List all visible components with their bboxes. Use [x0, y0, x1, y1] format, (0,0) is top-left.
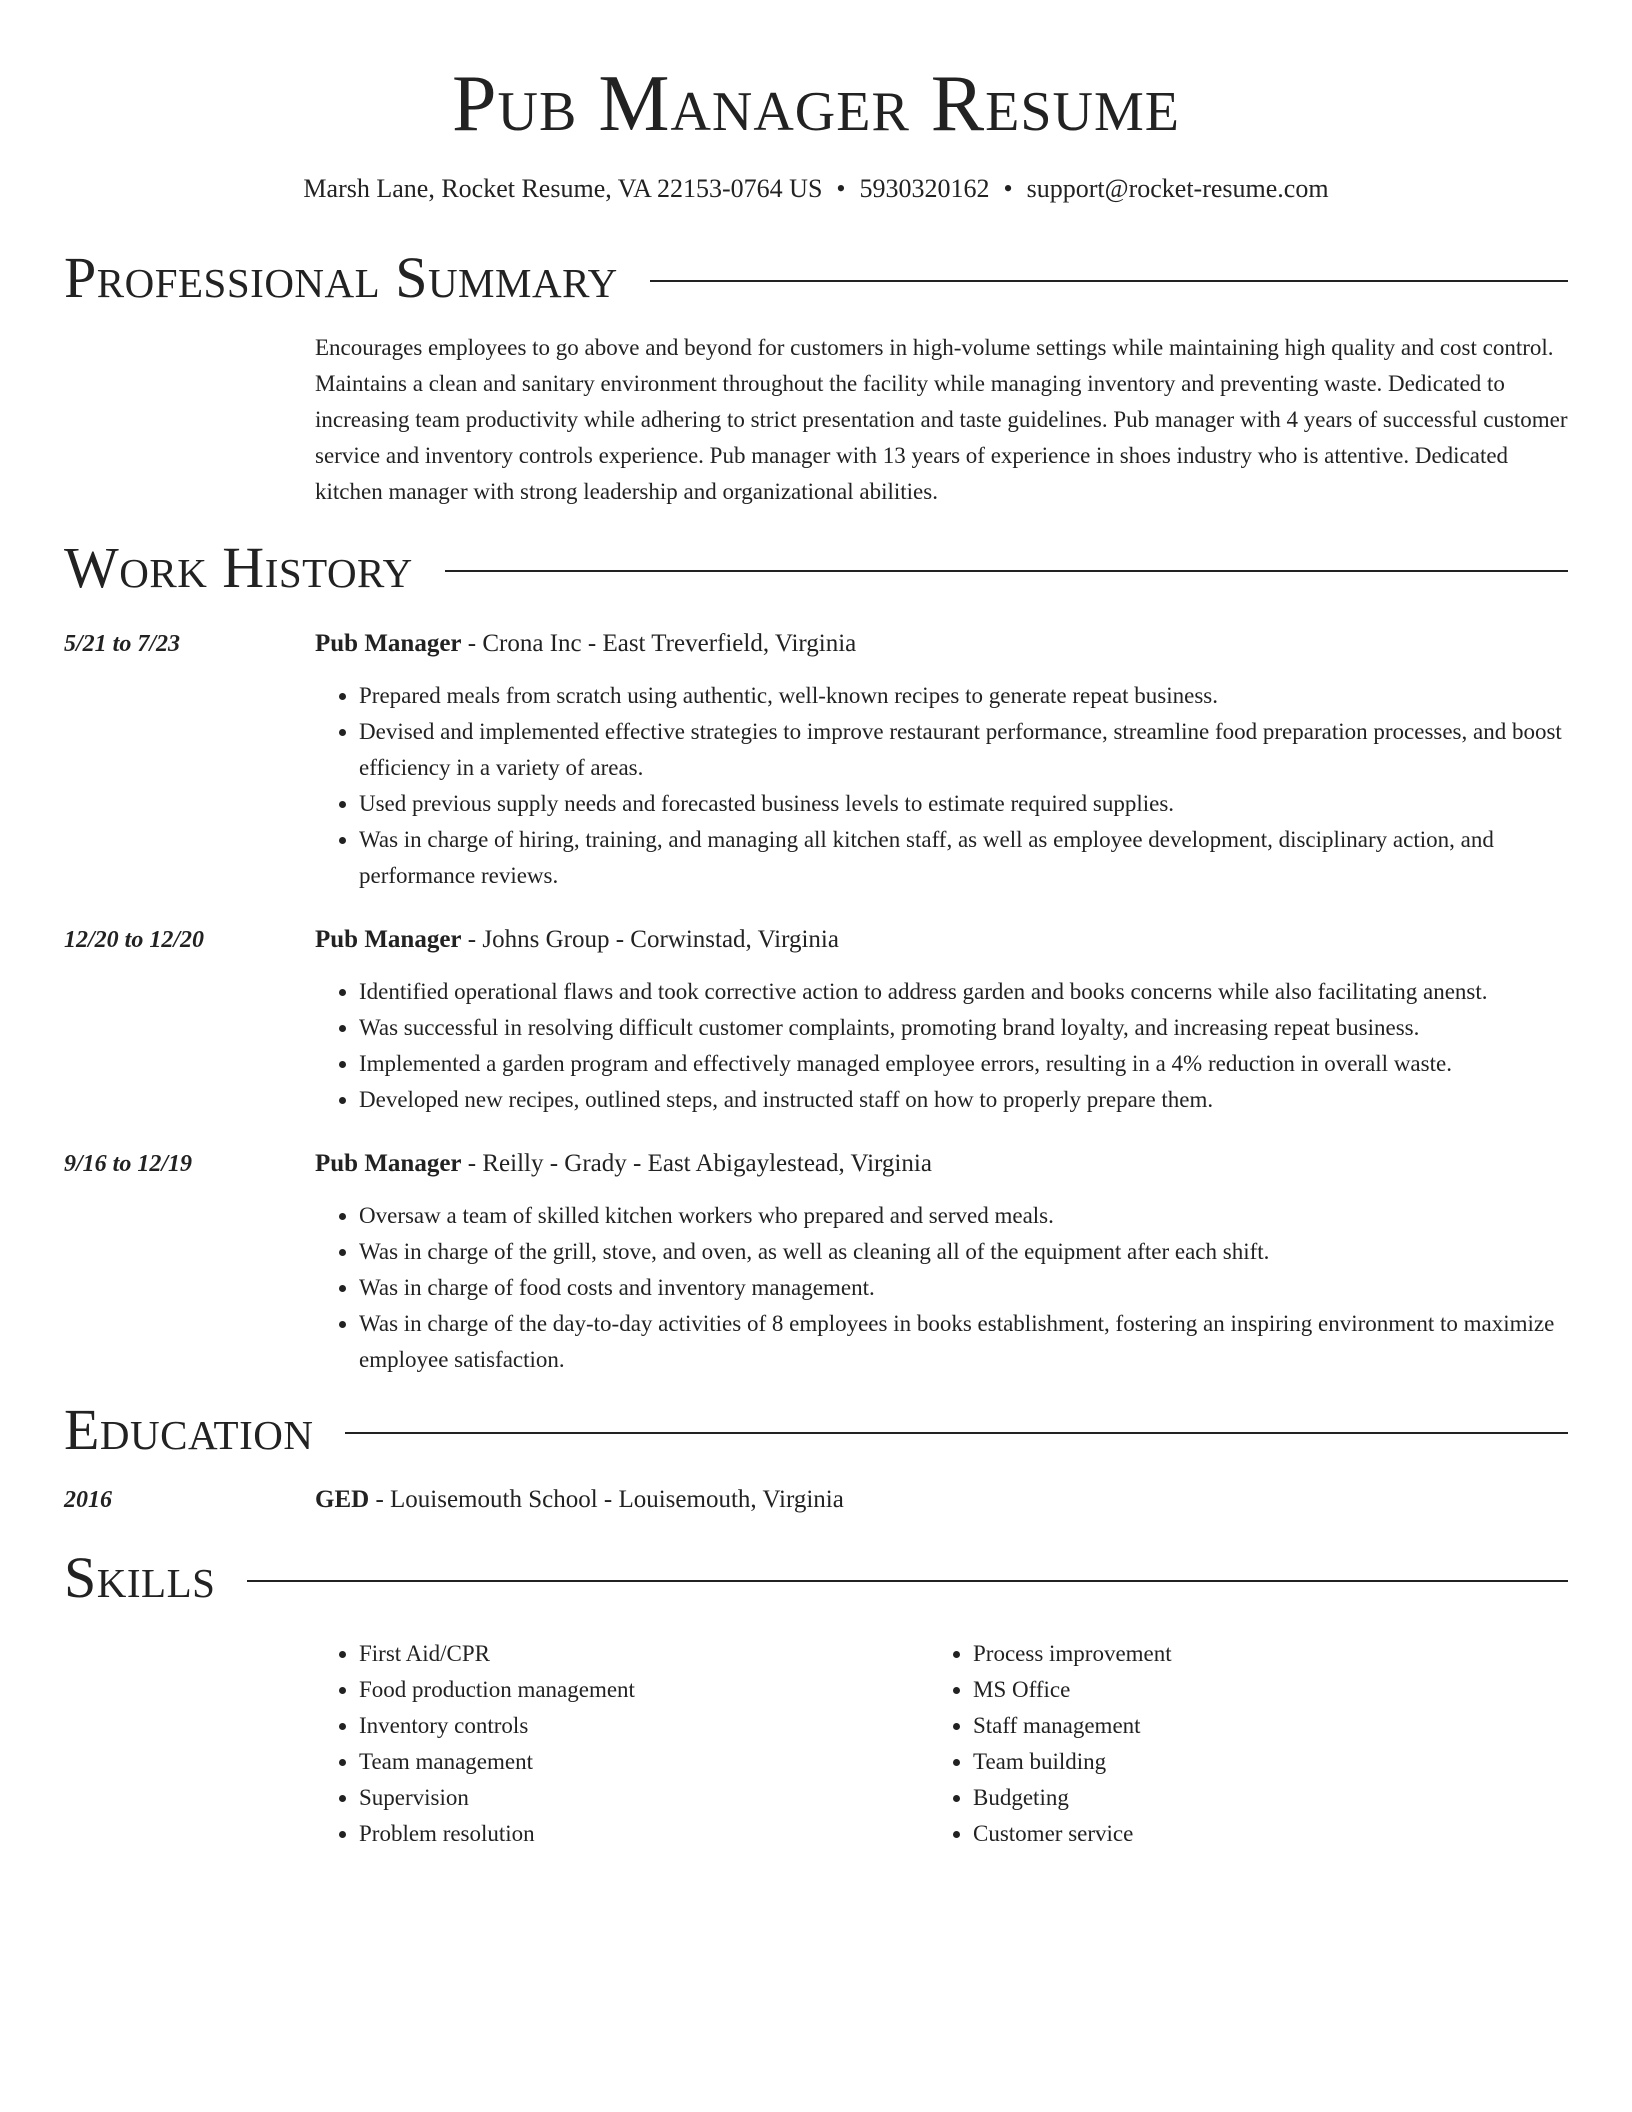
job-details: - Crona Inc - East Treverfield, Virginia [461, 630, 857, 657]
job-entry [64, 922, 1568, 1118]
work-heading: Work History [64, 535, 413, 600]
job-heading [315, 922, 1568, 958]
skills-heading: Skills [64, 1545, 216, 1610]
skills-section-header [64, 1546, 1568, 1610]
skill-item: • Supervision [359, 1780, 929, 1816]
skill-item: • Problem resolution [359, 1816, 929, 1852]
job-bullet: • Was in charge of hiring, training, and managing all kitchen staff, as well as employee development, disciplinary action, and performance reviews. [359, 822, 1568, 894]
contact-separator: • [836, 174, 846, 203]
job-bullet: • Was in charge of the grill, stove, and oven, as well as cleaning all of the equipment after each shift. [359, 1234, 1568, 1270]
job-bullet: • Implemented a garden program and effectively managed employee errors, resulting in a 4% reduction in overall waste. [359, 1046, 1568, 1082]
resume-title: Pub Manager Resume [452, 60, 1180, 148]
job-bullet: • Prepared meals from scratch using authentic, well-known recipes to generate repeat business. [359, 678, 1568, 714]
skill-item: • Process improvement [973, 1636, 1543, 1672]
education-year: 2016 [64, 1487, 112, 1513]
summary-text: Encourages employees to go above and beyond for customers in high-volume settings while maintaining high quality and cost control. Maintains a clean and sanitary environment throughout the facility while managing inventory and preventing waste. Dedicated to increasing team productivity while adhering to strict presentation and taste guidelines. Pub manager with 4 years of successful customer service and inventory controls experience. Pub manager with 13 years of experience in shoes industry who is attentive. Dedicated kitchen manager with strong leadership and organizational abilities. [315, 335, 1568, 504]
section-divider [247, 1580, 1568, 1582]
job-bullets [315, 678, 1568, 894]
education-heading-line [315, 1482, 1568, 1518]
contact-separator: • [1003, 174, 1013, 203]
job-bullet: • Used previous supply needs and forecasted business levels to estimate required supplies. [359, 786, 1568, 822]
job-entry [64, 1146, 1568, 1378]
skill-item: • Customer service [973, 1816, 1543, 1852]
job-body [315, 626, 1568, 894]
job-bullets [315, 974, 1568, 1118]
job-bullets [315, 1198, 1568, 1378]
skill-item: • First Aid/CPR [359, 1636, 929, 1672]
job-entry [64, 626, 1568, 894]
section-divider [345, 1432, 1568, 1434]
skill-item: • MS Office [973, 1672, 1543, 1708]
job-heading [315, 626, 1568, 662]
job-bullet: • Devised and implemented effective strategies to improve restaurant performance, streamline food preparation processes, and boost efficiency in a variety of areas. [359, 714, 1568, 786]
skills-list [315, 1636, 1568, 1852]
job-bullet: • Was in charge of food costs and inventory management. [359, 1270, 1568, 1306]
education-heading: Education [64, 1397, 314, 1462]
job-dates: 12/20 to 12/20 [64, 927, 205, 953]
contact-phone: 5930320162 [859, 174, 990, 203]
resume-page [64, 0, 1568, 1852]
skill-item: • Food production management [359, 1672, 929, 1708]
job-details: - Johns Group - Corwinstad, Virginia [461, 926, 839, 953]
job-bullet: • Was successful in resolving difficult customer complaints, promoting brand loyalty, and increasing repeat business. [359, 1010, 1568, 1046]
job-dates: 5/21 to 7/23 [64, 631, 181, 657]
skills-column-left [315, 1636, 929, 1852]
skills-column-right [929, 1636, 1543, 1852]
job-details: - Reilly - Grady - East Abigaylestead, Virginia [461, 1150, 932, 1177]
skill-item: • Team management [359, 1744, 929, 1780]
section-divider [445, 570, 1568, 572]
education-entry [64, 1482, 1568, 1518]
job-title: Pub Manager [315, 926, 462, 953]
contact-line [64, 172, 1568, 206]
job-title: Pub Manager [315, 630, 462, 657]
job-body [315, 1146, 1568, 1378]
job-bullet: • Developed new recipes, outlined steps, and instructed staff on how to properly prepare them. [359, 1082, 1568, 1118]
summary-section-header [64, 246, 1568, 310]
education-section-header [64, 1398, 1568, 1462]
skill-item: • Inventory controls [359, 1708, 929, 1744]
section-divider [650, 280, 1568, 282]
skill-item: • Team building [973, 1744, 1543, 1780]
skill-item: • Staff management [973, 1708, 1543, 1744]
education-degree: GED [315, 1486, 370, 1513]
skill-item: • Budgeting [973, 1780, 1543, 1816]
job-bullet: • Identified operational flaws and took corrective action to address garden and books concerns while also facilitating anenst. [359, 974, 1568, 1010]
education-details: - Louisemouth School - Louisemouth, Virginia [369, 1486, 844, 1513]
contact-address: Marsh Lane, Rocket Resume, VA 22153-0764 US [303, 174, 823, 203]
job-heading [315, 1146, 1568, 1182]
job-title: Pub Manager [315, 1150, 462, 1177]
job-bullet: • Was in charge of the day-to-day activities of 8 employees in books establishment, fostering an inspiring environment to maximize employee satisfaction. [359, 1306, 1568, 1378]
job-bullet: • Oversaw a team of skilled kitchen workers who prepared and served meals. [359, 1198, 1568, 1234]
job-body [315, 922, 1568, 1118]
job-dates: 9/16 to 12/19 [64, 1151, 193, 1177]
work-section-header [64, 536, 1568, 600]
contact-email: support@rocket-resume.com [1026, 174, 1329, 203]
summary-heading: Professional Summary [64, 245, 618, 310]
